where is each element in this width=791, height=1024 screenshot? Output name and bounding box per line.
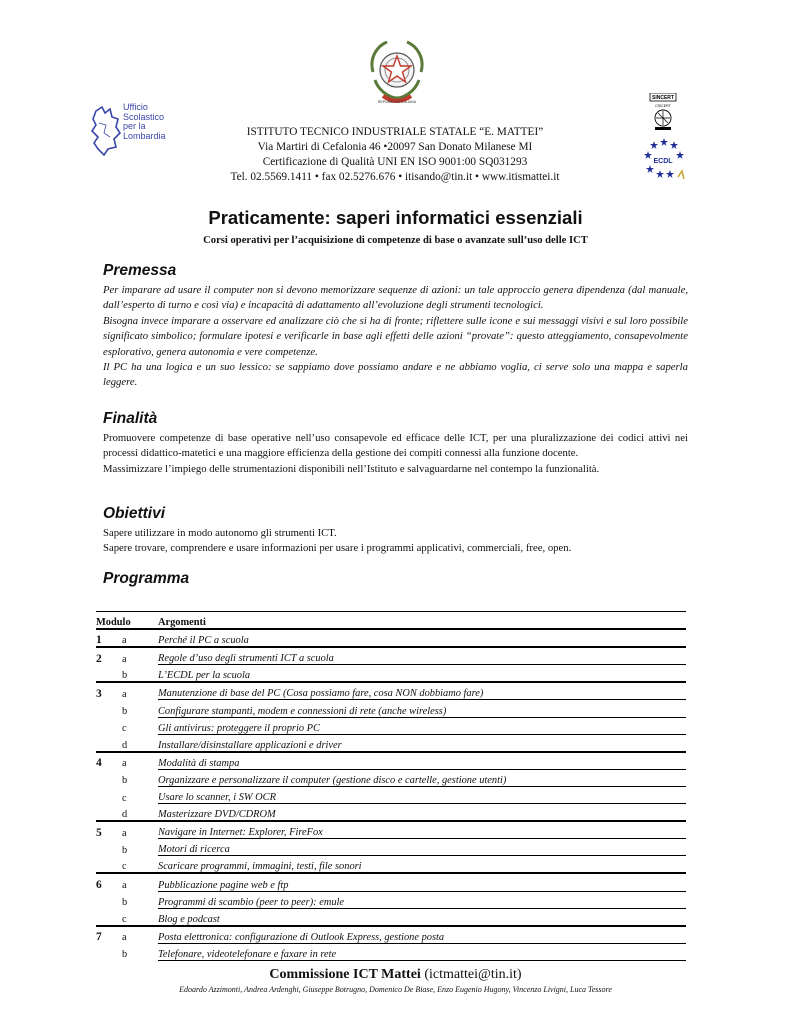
module-letter: a	[122, 752, 158, 770]
obiettivi-text	[103, 526, 688, 557]
premessa-text	[103, 283, 688, 391]
obiettivi-paragraph: Sapere utilizzare in modo autonomo gli strumenti ICT.	[103, 527, 337, 539]
table-row	[96, 629, 686, 647]
module-number	[96, 700, 122, 717]
table-row	[96, 891, 686, 908]
module-topic: Blog e podcast	[158, 908, 686, 926]
module-letter: b	[122, 897, 128, 909]
col-header-modulo: Modulo	[96, 612, 158, 630]
module-topic: Usare lo scanner, i SW OCR	[158, 786, 686, 803]
module-letter: c	[122, 792, 127, 804]
table-row	[96, 908, 686, 926]
table-row	[96, 769, 686, 786]
module-letter: a	[122, 821, 158, 839]
module-letter: c	[122, 861, 127, 873]
module-letter: b	[122, 706, 128, 718]
module-letter: a	[122, 926, 158, 944]
premessa-paragraph: Il PC ha una logica e un suo lessico: se sappiamo dove possiamo andare e ne abbiamo voglia, ci serve solo una mappa e saperla leggere.	[103, 361, 688, 389]
sincert-label: SINCERT	[652, 95, 674, 102]
module-topic: Motori di ricerca	[158, 839, 686, 856]
lombardia-map-icon	[90, 103, 124, 158]
module-topic: Perché il PC a scuola	[158, 629, 686, 647]
module-topic: Scaricare programmi, immagini, testi, file sonori	[158, 856, 686, 874]
institute-name: ISTITUTO TECNICO INDUSTRIALE STATALE “E. MATTEI”	[246, 126, 544, 138]
module-topic: L’ECDL per la scuola	[158, 665, 686, 683]
module-number: 1	[96, 629, 122, 647]
module-number	[96, 943, 122, 960]
table-row	[96, 839, 686, 856]
csicert-label: CSICERT	[655, 104, 671, 108]
module-letter: b	[122, 844, 128, 856]
ecdl-label: ECDL	[653, 158, 673, 165]
module-number	[96, 856, 122, 874]
module-letter: c	[122, 723, 127, 735]
footer-commission	[0, 967, 791, 983]
module-topic: Organizzare e personalizzare il computer (gestione disco e cartelle, gestione utenti)	[158, 769, 686, 786]
table-row	[96, 717, 686, 734]
finalita-text	[103, 431, 688, 477]
institute-contacts: Tel. 02.5569.1411 • fax 02.5276.676 • itisando@tin.it • www.itismattei.it	[230, 171, 560, 183]
table-row	[96, 665, 686, 683]
table-row	[96, 804, 686, 822]
emblem-icon	[365, 36, 429, 106]
section-heading-premessa: Premessa	[103, 262, 177, 279]
ufficio-logo-text: Ufficio Scolastico per la Lombardia	[123, 102, 166, 141]
module-number	[96, 891, 122, 908]
table-row	[96, 856, 686, 874]
table-row	[96, 873, 686, 891]
module-letter: a	[122, 629, 158, 647]
section-heading-obiettivi: Obiettivi	[103, 505, 166, 522]
emblem-text: REPUBBLICA ITALIANA	[377, 100, 417, 104]
module-topic: Regole d’uso degli strumenti ICT a scuola	[158, 647, 686, 665]
module-number	[96, 734, 122, 752]
commission-email: (ictmattei@tin.it)	[424, 967, 522, 982]
institute-header	[195, 125, 595, 185]
certification-icon	[638, 93, 688, 183]
module-letter: a	[122, 647, 158, 665]
module-topic: Navigare in Internet: Explorer, FireFox	[158, 821, 686, 839]
module-number	[96, 665, 122, 683]
programma-table	[96, 611, 686, 961]
module-topic: Manutenzione di base del PC (Cosa possiamo fare, cosa NON dobbiamo fare)	[158, 682, 686, 700]
module-topic: Telefonare, videotelefonare e faxare in rete	[158, 943, 686, 960]
module-number: 7	[96, 926, 122, 944]
module-letter: d	[122, 739, 128, 751]
table-row	[96, 647, 686, 665]
module-topic: Installare/disinstallare applicazioni e driver	[158, 734, 686, 752]
module-number	[96, 769, 122, 786]
page-title: Praticamente: saperi informatici essenziali	[208, 207, 583, 228]
finalita-paragraph: Promuovere competenze di base operative nell’uso consapevole ed efficace delle ICT, per una pluralizzazione dei codici attivi nei processi didattico-matetici e una maggiore efficienza della gestione dei compiti connessi alla funzione docente.	[103, 432, 688, 460]
module-letter: a	[122, 682, 158, 700]
module-topic: Masterizzare DVD/CDROM	[158, 804, 686, 822]
certification-logos	[638, 93, 688, 183]
table-row	[96, 943, 686, 960]
module-number	[96, 804, 122, 822]
module-topic: Pubblicazione pagine web e ftp	[158, 873, 686, 891]
table-row	[96, 926, 686, 944]
module-number	[96, 717, 122, 734]
module-number: 4	[96, 752, 122, 770]
programma-table-body	[96, 629, 686, 960]
table-row	[96, 734, 686, 752]
module-number: 6	[96, 873, 122, 891]
module-letter: b	[122, 949, 128, 961]
module-topic: Gli antivirus: proteggere il proprio PC	[158, 717, 686, 734]
finalita-paragraph: Massimizzare l’impiego delle strumentazioni disponibili nell’Istituto e salvaguardarne nel contempo la funzionalità.	[103, 462, 600, 475]
table-row	[96, 752, 686, 770]
institute-certification: Certificazione di Qualità UNI EN ISO 9001:00 SQ031293	[262, 156, 528, 168]
module-number	[96, 786, 122, 803]
module-number: 2	[96, 647, 122, 665]
institute-address: Via Martiri di Cefalonia 46 •20097 San Donato Milanese MI	[257, 141, 533, 153]
commission-name: Commissione ICT Mattei	[269, 967, 421, 982]
obiettivi-paragraph: Sapere trovare, comprendere e usare informazioni per usare i programmi applicativi, commerciali, free, open.	[103, 542, 572, 555]
col-header-argomenti: Argomenti	[158, 612, 686, 630]
repubblica-italiana-emblem	[365, 36, 429, 106]
module-number: 5	[96, 821, 122, 839]
module-letter: b	[122, 775, 128, 787]
module-letter: c	[122, 913, 127, 925]
footer-authors: Edoardo Azzimonti, Andrea Ardenghi, Giuseppe Botrugno, Domenico De Biase, Enzo Eugenio Hugony, Vincenzo Livigni, Luca Tessore	[179, 985, 612, 994]
table-header-row	[96, 612, 686, 630]
table-row	[96, 682, 686, 700]
module-number: 3	[96, 682, 122, 700]
module-letter: a	[122, 873, 158, 891]
module-letter: b	[122, 670, 128, 682]
table-row	[96, 786, 686, 803]
premessa-paragraph: Per imparare ad usare il computer non si devono memorizzare sequenze di azioni: un tale approccio genera dipendenza (dal manuale, dall’esperto di turno e così via) e incapacità di adattamento all’evoluzione degli strumenti tecnologici.	[103, 284, 688, 312]
module-letter: d	[122, 809, 128, 821]
module-number	[96, 839, 122, 856]
premessa-paragraph: Bisogna invece imparare a osservare ed analizzare ciò che si ha di fronte; riflettere sulle icone e sui messaggi visivi e sul loro possibile significato simbolico; formulare ipotesi e verificarle in base agli effetti delle azioni “provate”: questo atteggiamento, consapevolmente esplorativo, genera autonomia e vere competenze.	[103, 314, 688, 358]
table-row	[96, 821, 686, 839]
module-number	[96, 908, 122, 926]
page-subtitle: Corsi operativi per l’acquisizione di competenze di base o avanzate sull’uso delle ICT	[203, 235, 588, 246]
section-heading-finalita: Finalità	[103, 410, 158, 427]
module-topic: Configurare stampanti, modem e connessioni di rete (anche wireless)	[158, 700, 686, 717]
section-heading-programma: Programma	[103, 570, 190, 587]
module-topic: Programmi di scambio (peer to peer): emule	[158, 891, 686, 908]
module-topic: Modalità di stampa	[158, 752, 686, 770]
module-topic: Posta elettronica: configurazione di Outlook Express, gestione posta	[158, 926, 686, 944]
table-row	[96, 700, 686, 717]
